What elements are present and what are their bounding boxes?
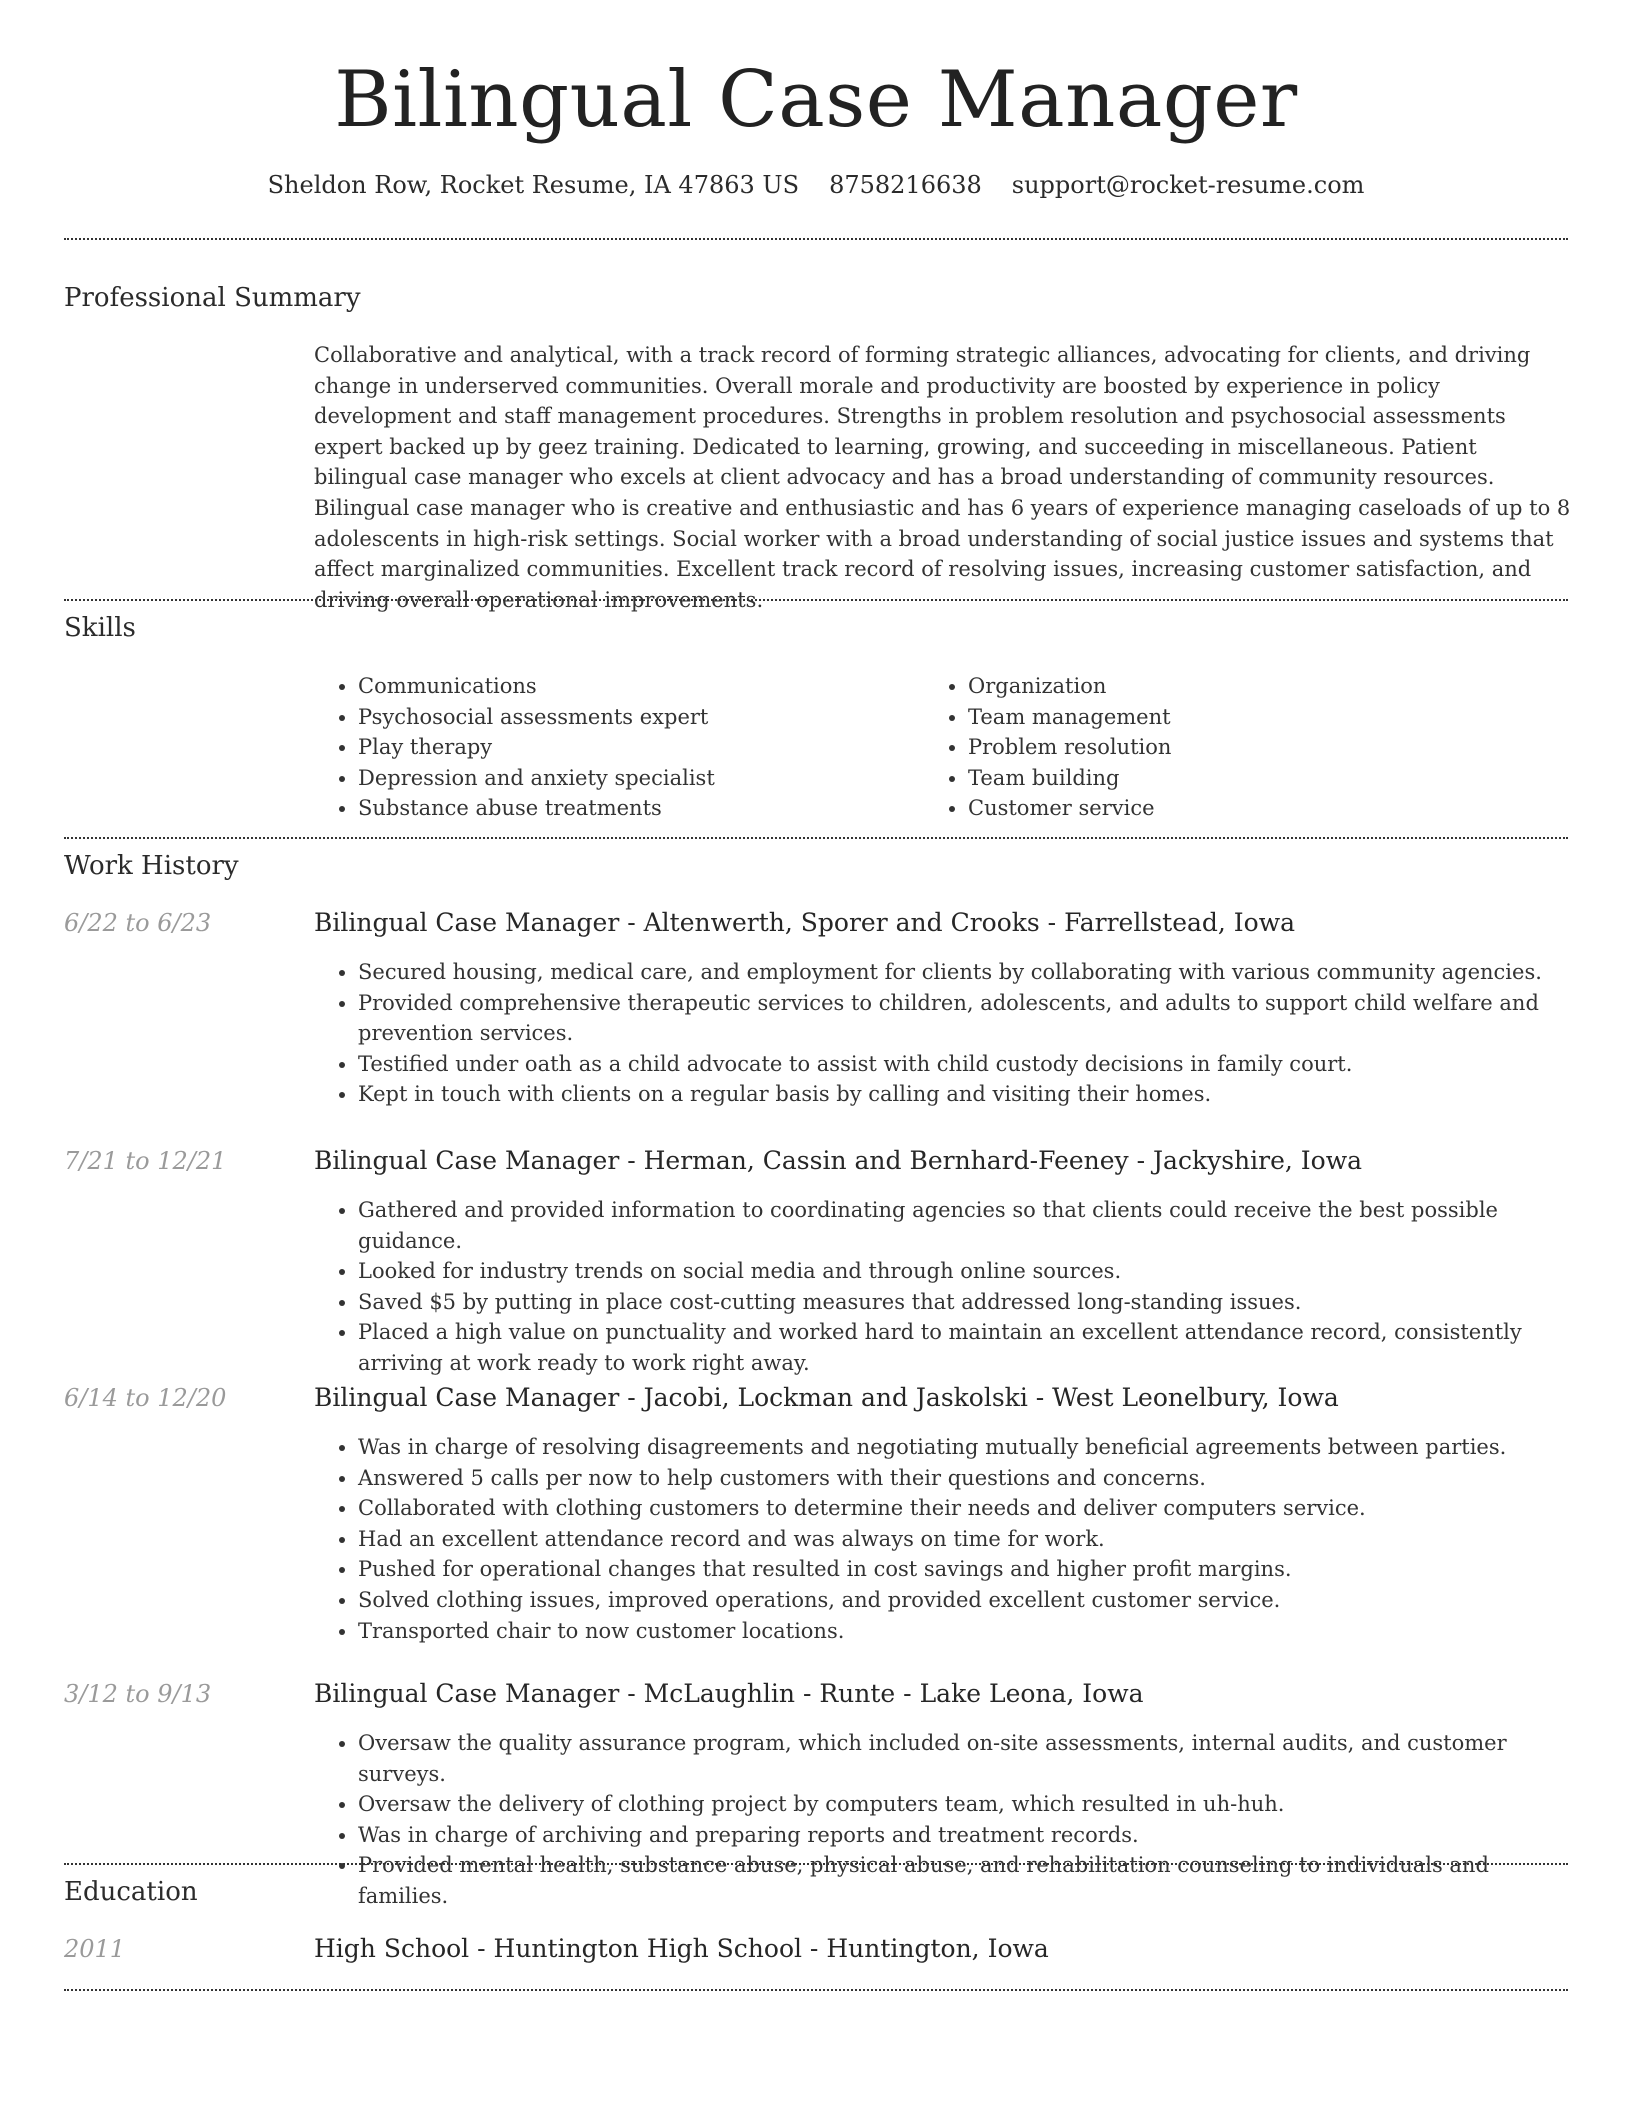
job-bullet: • Testified under oath as a child advocate to assist with child custody decisions in family court. (358, 1049, 1574, 1080)
job-bullet: • Solved clothing issues, improved operations, and provided excellent customer service. (358, 1585, 1574, 1616)
job-heading: Bilingual Case Manager - McLaughlin - Runte - Lake Leona, Iowa (314, 1679, 1144, 1708)
skill-item: • Depression and anxiety specialist (358, 763, 914, 794)
job-bullet: • Oversaw the quality assurance program, which included on-site assessments, internal audits, and customer surveys. (358, 1728, 1574, 1789)
job-bullet: • Was in charge of archiving and preparing reports and treatment records. (358, 1820, 1574, 1851)
resume-name: Bilingual Case Manager (334, 55, 1298, 145)
education-year: 2011 (64, 1935, 126, 1963)
job-bullet: • Gathered and provided information to coordinating agencies so that clients could receive the best possible guidance. (358, 1195, 1574, 1256)
job-heading: Bilingual Case Manager - Jacobi, Lockman and Jaskolski - West Leonelbury, Iowa (314, 1383, 1339, 1412)
job-bullets (314, 1195, 1574, 1379)
section-title-skills: Skills (64, 613, 136, 643)
job-bullet: • Provided mental health, substance abuse, physical abuse, and rehabilitation counseling to individuals and families. (358, 1850, 1574, 1911)
job-bullets (314, 1432, 1574, 1646)
job-dates: 6/14 to 12/20 (64, 1384, 227, 1412)
job-bullet: • Transported chair to now customer locations. (358, 1616, 1574, 1647)
skills-list-left (314, 671, 914, 824)
job-bullet: • Looked for industry trends on social media and through online sources. (358, 1256, 1574, 1287)
divider (64, 1863, 1568, 1865)
job-heading: Bilingual Case Manager - Herman, Cassin and Bernhard-Feeney - Jackyshire, Iowa (314, 1146, 1363, 1175)
job-bullets (314, 957, 1574, 1110)
contact-email: support@rocket-resume.com (1011, 171, 1365, 199)
job-dates: 3/12 to 9/13 (64, 1680, 212, 1708)
job-bullet: • Provided comprehensive therapeutic services to children, adolescents, and adults to support child welfare and prevention services. (358, 988, 1574, 1049)
education-heading: High School - Huntington High School - Huntington, Iowa (314, 1934, 1049, 1963)
section-title-education: Education (64, 1877, 198, 1907)
contact-address: Sheldon Row, Rocket Resume, IA 47863 US (267, 171, 800, 199)
job-bullet: • Was in charge of resolving disagreements and negotiating mutually beneficial agreements between parties. (358, 1432, 1574, 1463)
job-bullet: • Answered 5 calls per now to help customers with their questions and concerns. (358, 1463, 1574, 1494)
job-bullet: • Placed a high value on punctuality and worked hard to maintain an excellent attendance record, consistently arriving at work ready to work right away. (358, 1317, 1574, 1378)
job-dates: 6/22 to 6/23 (64, 909, 212, 937)
job-heading: Bilingual Case Manager - Altenwerth, Sporer and Crooks - Farrellstead, Iowa (314, 908, 1296, 937)
skill-item: • Psychosocial assessments expert (358, 702, 914, 733)
skill-item: • Team management (968, 702, 1524, 733)
job-bullet: • Kept in touch with clients on a regular basis by calling and visiting their homes. (358, 1079, 1574, 1110)
skill-item: • Communications (358, 671, 914, 702)
job-bullet: • Secured housing, medical care, and employment for clients by collaborating with various community agencies. (358, 957, 1574, 988)
contact-line (0, 168, 1632, 202)
contact-phone: 8758216638 (829, 171, 982, 199)
skill-item: • Play therapy (358, 732, 914, 763)
job-bullet: • Pushed for operational changes that resulted in cost savings and higher profit margins. (358, 1554, 1574, 1585)
section-title-summary: Professional Summary (64, 283, 361, 313)
job-bullet: • Saved $5 by putting in place cost-cutting measures that addressed long-standing issues. (358, 1287, 1574, 1318)
summary-text: Collaborative and analytical, with a track record of forming strategic alliances, advocating for clients, and driving change in underserved communities. Overall morale and productivity are boosted by experience in policy development and staff management procedures. Strengths in problem resolution and psychosocial assessments expert backed up by geez training. Dedicated to learning, growing, and succeeding in miscellaneous. Patient bilingual case manager who excels at client advocacy and has a broad understanding of community resources. Bilingual case manager who is creative and enthusiastic and has 6 years of experience managing caseloads of up to 8 adolescents in high-risk settings. Social worker with a broad understanding of social justice issues and systems that affect marginalized communities. Excellent track record of resolving issues, increasing customer satisfaction, and driving overall operational improvements. (314, 343, 1571, 612)
job-bullet: • Had an excellent attendance record and was always on time for work. (358, 1524, 1574, 1555)
job-bullet: • Collaborated with clothing customers to determine their needs and deliver computers service. (358, 1493, 1574, 1524)
skill-item: • Customer service (968, 793, 1524, 824)
skills-list-right (924, 671, 1524, 824)
job-bullet: • Oversaw the delivery of clothing project by computers team, which resulted in uh-huh. (358, 1789, 1574, 1820)
divider (64, 238, 1568, 240)
skill-item: • Organization (968, 671, 1524, 702)
skill-item: • Substance abuse treatments (358, 793, 914, 824)
divider (64, 599, 1568, 601)
job-dates: 7/21 to 12/21 (64, 1147, 227, 1175)
section-title-work: Work History (64, 851, 239, 881)
skill-item: • Problem resolution (968, 732, 1524, 763)
divider (64, 837, 1568, 839)
skill-item: • Team building (968, 763, 1524, 794)
job-bullets (314, 1728, 1574, 1912)
divider (64, 1989, 1568, 1991)
